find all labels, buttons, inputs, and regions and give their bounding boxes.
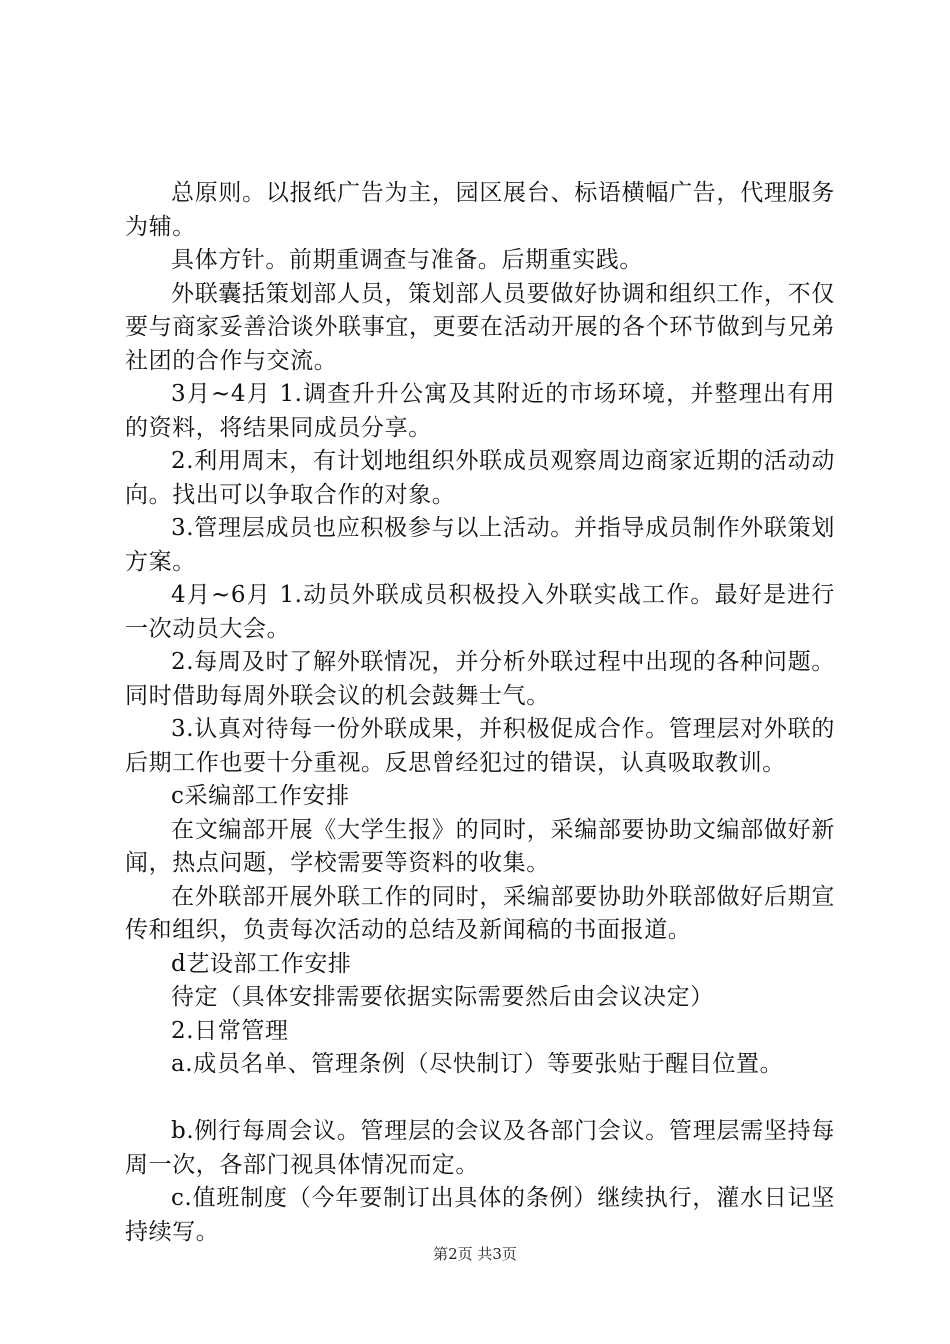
paragraph-april-june-3: 3.认真对待每一份外联成果，并积极促成合作。管理层对外联的后期工作也要十分重视。反思曾经犯过的错误，认真吸取教训。	[125, 716, 835, 776]
heading-editorial-dept: c采编部工作安排	[171, 783, 350, 809]
paragraph-march-april-2: 2.利用周末，有计划地组织外联成员观察周边商家近期的活动动向。找出可以争取合作的对象。	[125, 448, 835, 508]
paragraph-march-april-3: 3.管理层成员也应积极参与以上活动。并指导成员制作外联策划方案。	[125, 515, 835, 575]
paragraph-editorial-2: 在外联部开展外联工作的同时，采编部要协助外联部做好后期宣传和组织，负责每次活动的总结及新闻稿的书面报道。	[125, 883, 835, 943]
page-number-footer: 第2页 共3页	[433, 1245, 517, 1263]
document-body	[125, 177, 835, 1249]
paragraph-editorial-1: 在文编部开展《大学生报》的同时，采编部要协助文编部做好新闻，热点问题，学校需要等资料的收集。	[125, 816, 835, 876]
paragraph-management-b: b.例行每周会议。管理层的会议及各部门会议。管理层需坚持每周一次，各部门视具体情况而定。	[125, 1118, 835, 1178]
paragraph-management-a: a.成员名单、管理条例（尽快制订）等要张贴于醒目位置。	[171, 1051, 784, 1077]
paragraph-april-june-1: 4月~6月 1.动员外联成员积极投入外联实战工作。最好是进行一次动员大会。	[125, 582, 835, 642]
blank-line	[125, 1082, 835, 1116]
heading-daily-management: 2.日常管理	[171, 1017, 289, 1044]
paragraph-liaison-scope: 外联囊括策划部人员，策划部人员要做好协调和组织工作，不仅要与商家妥善洽谈外联事宜，更要在活动开展的各个环节做到与兄弟社团的合作与交流。	[125, 280, 835, 374]
paragraph-march-april-1: 3月~4月 1.调查升升公寓及其附近的市场环境，并整理出有用的资料，将结果同成员分享。	[125, 381, 835, 441]
paragraph-specific-policy: 具体方针。前期重调查与准备。后期重实践。	[171, 247, 643, 273]
paragraph-management-c: c.值班制度（今年要制订出具体的条例）继续执行，灌水日记坚持续写。	[125, 1185, 835, 1245]
heading-art-design-dept: d艺设部工作安排	[171, 950, 352, 977]
paragraph-april-june-2: 2.每周及时了解外联情况，并分析外联过程中出现的各种问题。同时借助每周外联会议的机会鼓舞士气。	[125, 649, 835, 709]
paragraph-art-design-tbd: 待定（具体安排需要依据实际需要然后由会议决定）	[171, 984, 714, 1010]
paragraph-general-principle: 总原则。以报纸广告为主，园区展台、标语横幅广告，代理服务为辅。	[125, 180, 835, 240]
